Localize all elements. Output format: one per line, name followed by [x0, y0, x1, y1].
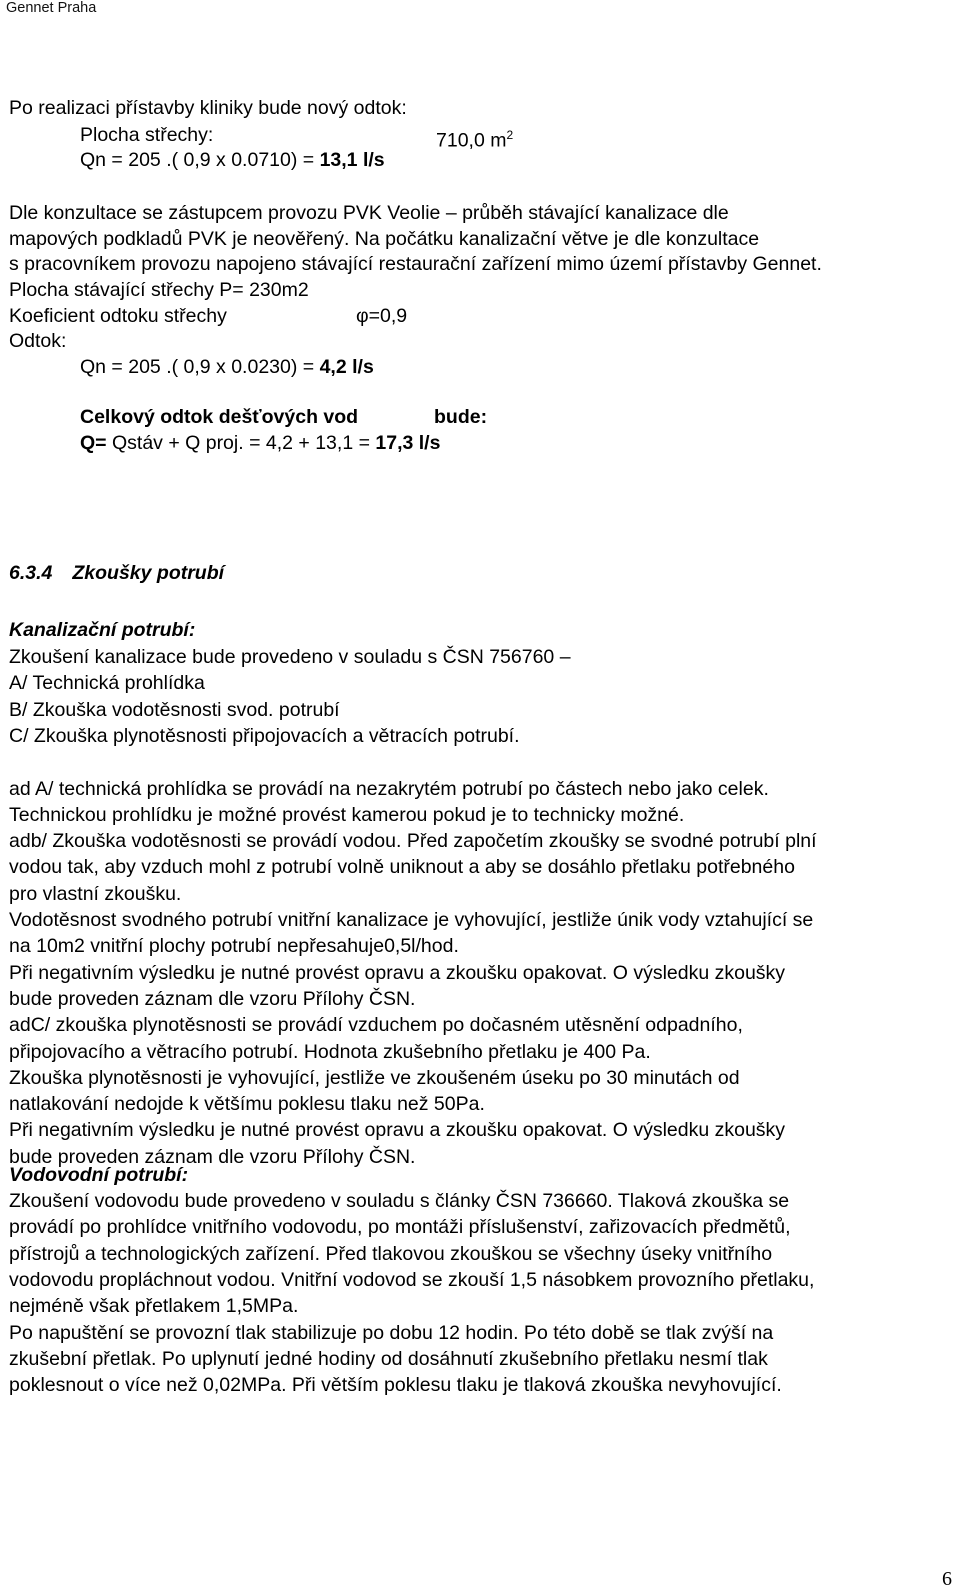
text-line: C/ Zkouška plynotěsnosti připojovacích a větracích potrubí. — [9, 724, 520, 747]
text-line: adC/ zkouška plynotěsnosti se provádí vzduchem po dočasném utěsnění odpadního, — [9, 1014, 743, 1037]
text-line: provádí po prohlídce vnitřního vodovodu, po montáži příslušenství, zařizovacích předmětů, — [9, 1216, 791, 1239]
coefficient-value: φ=0,9 — [356, 305, 408, 327]
roof-area-label: Plocha střechy: — [80, 124, 214, 146]
consult-line-3: s pracovníkem provozu napojeno stávající restaurační zařízení mimo území přístavby Gennet. — [9, 253, 822, 275]
text-line: Zkouška plynotěsnosti je vyhovující, jestliže ve zkoušeném úseku po 30 minutách od — [9, 1066, 740, 1089]
text-line: bude proveden záznam dle vzoru Přílohy ČSN. — [9, 1145, 416, 1168]
total-label-2: bude: — [434, 406, 488, 428]
text-line: vodovodu propláchnout vodou. Vnitřní vodovod se zkouší 1,5 násobkem provozního přetlaku, — [9, 1268, 815, 1291]
coefficient-label: Koeficient odtoku střechy — [9, 305, 227, 327]
consult-line-2: mapových podkladů PVK je neověřený. Na počátku kanalizační větve je dle konzultace — [9, 228, 760, 250]
text-line: Zkoušení vodovodu bude provedeno v souladu s články ČSN 736660. Tlaková zkouška se — [9, 1190, 790, 1212]
calc-intro: Po realizaci přístavby kliniky bude nový odtok: — [9, 97, 407, 119]
document-header: Gennet Praha — [6, 0, 97, 16]
text-line: Technickou prohlídku je možné provést kamerou pokud je to technicky možné. — [9, 803, 685, 826]
text-line: natlakování nedojde k většímu poklesu tlaku než 50Pa. — [9, 1093, 485, 1116]
text-line: bude proveden záznam dle vzoru Přílohy ČSN. — [9, 987, 416, 1010]
roof-area-value: 710,0 $m^2$ — [436, 128, 514, 152]
text-line: adb/ Zkouška vodotěsnosti se provádí vodou. Před započetím zkoušky se svodné potrubí plní — [9, 830, 817, 853]
vodovod-title: Vodovodní potrubí: — [9, 1164, 189, 1186]
total-label: Celkový odtok dešťových vod — [80, 406, 359, 428]
text-line: přístrojů a technologických zařízení. Před tlakovou zkouškou se všechny úseky vnitřního — [9, 1242, 773, 1265]
text-line: Zkoušení kanalizace bude provedeno v souladu s ČSN 756760 – — [9, 646, 571, 668]
qn-formula: Qn = 205 .( 0,9 x 0.0710) = 13,1 l/s — [80, 149, 385, 171]
text-line: Vodotěsnost svodného potrubí vnitřní kanalizace je vyhovující, jestliže únik vody vztahující se — [9, 909, 814, 931]
page-number: 6 — [942, 1568, 952, 1590]
text-line: Po napuštění se provozní tlak stabilizuje po dobu 12 hodin. Po této době se tlak zvýší na — [9, 1321, 774, 1344]
text-line: pro vlastní zkoušku. — [9, 882, 182, 905]
text-line: Při negativním výsledku je nutné provést opravu a zkoušku opakovat. O výsledku zkoušky — [9, 1119, 786, 1142]
text-line: poklesnout o více než 0,02MPa. Při větším poklesu tlaku je tlaková zkouška nevyhovující. — [9, 1374, 782, 1397]
qn2-formula: Qn = 205 .( 0,9 x 0.0230) = 4,2 l/s — [80, 356, 374, 378]
section-heading: 6.3.4 Zkoušky potrubí — [9, 562, 225, 584]
total-formula: Q= Qstáv + Q proj. = 4,2 + 13,1 = 17,3 l/s — [80, 432, 441, 454]
text-line: nejméně však přetlakem 1,5MPa. — [9, 1295, 299, 1318]
text-line: připojovacího a větracího potrubí. Hodnota zkušebního přetlaku je 400 Pa. — [9, 1040, 651, 1063]
text-line: B/ Zkouška vodotěsnosti svod. potrubí — [9, 698, 340, 721]
consult-line-1: Dle konzultace se zástupcem provozu PVK Veolie – průběh stávající kanalizace dle — [9, 202, 729, 224]
text-line: Při negativním výsledku je nutné provést opravu a zkoušku opakovat. O výsledku zkoušky — [9, 961, 786, 984]
text-line: vodou tak, aby vzduch mohl z potrubí volně uniknout a aby se dosáhlo přetlaku potřebného — [9, 856, 795, 879]
text-line: ad A/ technická prohlídka se provádí na nezakrytém potrubí po částech nebo jako celek. — [9, 777, 769, 800]
text-line: zkušební přetlak. Po uplynutí jedné hodiny od dosáhnutí zkušebního přetlaku nesmí tlak — [9, 1347, 768, 1370]
odtok-label: Odtok: — [9, 330, 67, 352]
text-line: A/ Technická prohlídka — [9, 672, 205, 695]
text-line: na 10m2 vnitřní plochy potrubí nepřesahuje0,5l/hod. — [9, 935, 459, 958]
consult-line-4: Plocha stávající střechy P= 230m2 — [9, 279, 309, 301]
kanalizace-title: Kanalizační potrubí: — [9, 619, 196, 641]
